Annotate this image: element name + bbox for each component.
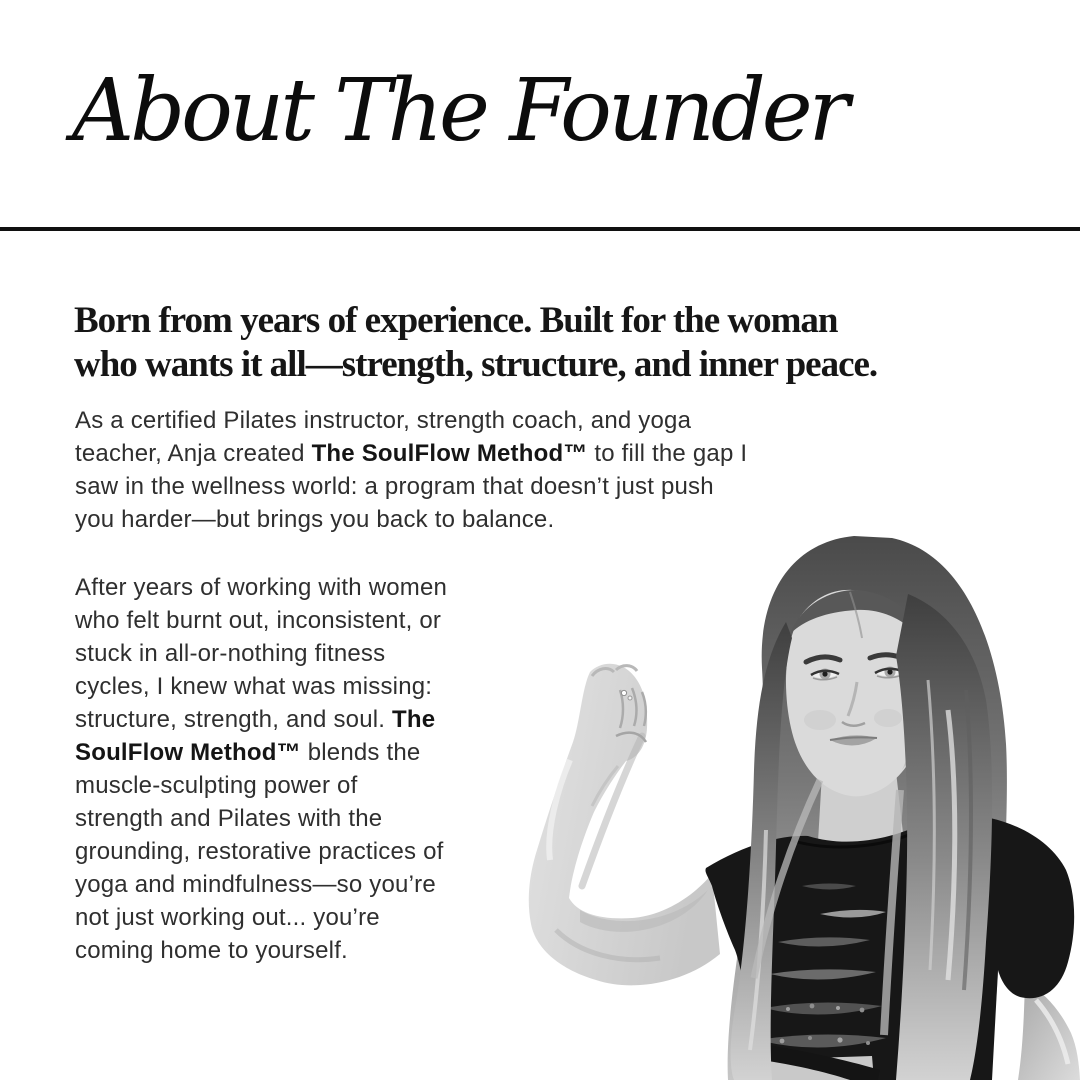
text-line: As a certified Pilates instructor, strength coach, and yoga	[75, 407, 692, 434]
headline	[74, 299, 877, 387]
text-line: coming home to yourself.	[75, 937, 348, 964]
text-line: muscle-sculpting power of	[75, 772, 358, 799]
text-line: grounding, restorative practices of	[75, 838, 444, 865]
text-line: yoga and mindfulness—so you’re	[75, 871, 436, 898]
text-line: stuck in all-or-nothing fitness	[75, 640, 386, 667]
intro-paragraph	[75, 404, 747, 536]
page-title: About The Founder	[72, 61, 846, 161]
founder-photo	[520, 530, 1080, 1080]
divider-rule	[0, 227, 1080, 231]
story-paragraph	[75, 571, 447, 967]
text-line: teacher, Anja created The SoulFlow Method™ to fill the gap I	[75, 440, 748, 467]
text-line: structure, strength, and soul. The	[75, 706, 436, 733]
text-line: strength and Pilates with the	[75, 805, 383, 832]
text-line: SoulFlow Method™ blends the	[75, 739, 421, 766]
text-line: you harder—but brings you back to balance.	[75, 506, 555, 533]
text-line: who wants it all—strength, structure, and inner peace.	[74, 344, 878, 385]
text-line: saw in the wellness world: a program that doesn’t just push	[75, 473, 714, 500]
text-line: Born from years of experience. Built for the woman	[74, 300, 838, 341]
text-line: After years of working with women	[75, 574, 448, 601]
founder-photo-illustration	[520, 530, 1080, 1080]
text-line: who felt burnt out, inconsistent, or	[75, 607, 442, 634]
text-line: not just working out... you’re	[75, 904, 380, 931]
text-line: cycles, I knew what was missing:	[75, 673, 433, 700]
